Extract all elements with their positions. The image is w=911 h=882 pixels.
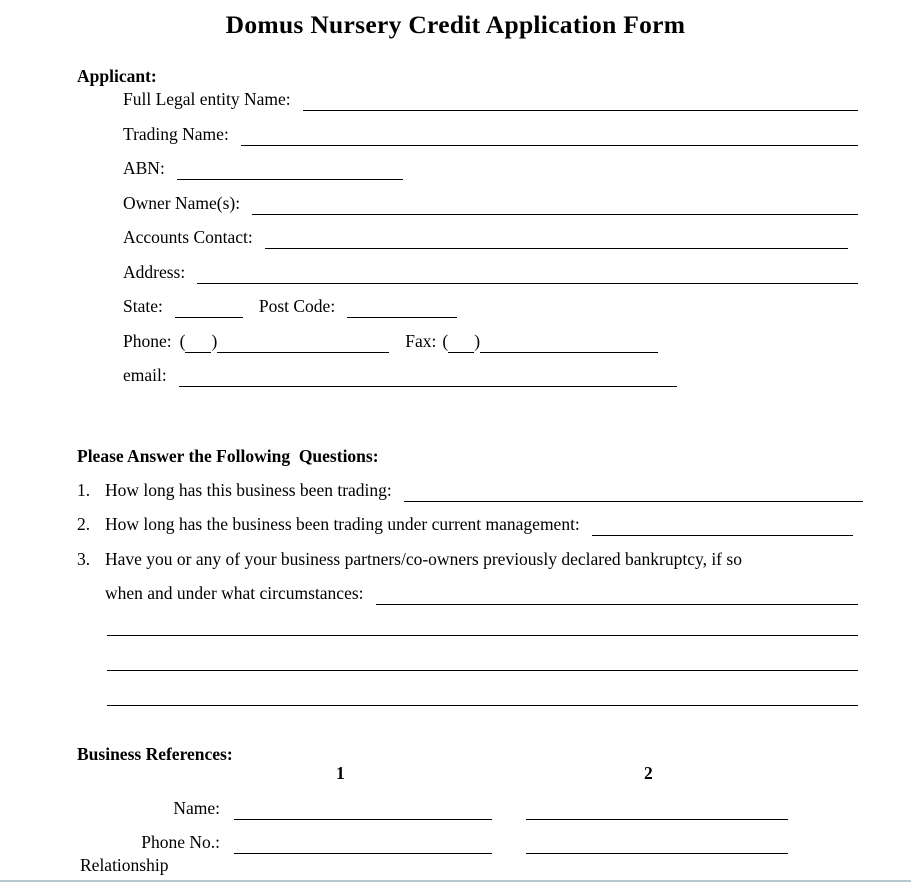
- question-3-row-line1: [77, 550, 863, 585]
- field-row-address: [123, 263, 858, 298]
- question-3-answer-line-1[interactable]: [107, 619, 858, 636]
- phone-label: Phone:: [123, 330, 172, 351]
- reference-2-name-field[interactable]: [526, 799, 788, 820]
- question-3-answer-field[interactable]: [376, 584, 858, 605]
- applicant-fields: [0, 90, 911, 401]
- fax-number-field[interactable]: [480, 332, 658, 353]
- reference-column-1-header: 1: [336, 762, 345, 783]
- business-references-heading: Business References:: [77, 743, 233, 764]
- email-label: email:: [123, 365, 167, 385]
- field-row-email: [123, 366, 858, 401]
- questions-section-heading: Please Answer the Following Questions:: [77, 445, 379, 466]
- phone-area-open-paren: (: [179, 330, 186, 351]
- email-field[interactable]: [179, 366, 677, 387]
- address-label: Address:: [123, 261, 186, 282]
- question-2-row: [77, 515, 863, 550]
- phone-area-close-paren: ): [211, 330, 218, 351]
- question-3-row-line2: [105, 584, 858, 619]
- fax-label: Fax:: [405, 330, 437, 351]
- state-field[interactable]: [175, 297, 243, 318]
- question-3-text-line1: Have you or any of your business partners/co-owners previously declared bankruptcy, if so: [105, 548, 742, 569]
- trading-name-label: Trading Name:: [123, 123, 229, 144]
- owner-names-label: Owner Name(s):: [123, 192, 241, 213]
- field-row-state-postcode: [123, 297, 858, 332]
- field-row-accounts-contact: [123, 228, 858, 263]
- question-1-text: How long has this business been trading:: [105, 479, 392, 500]
- full-legal-entity-name-label: Full Legal entity Name:: [123, 89, 291, 109]
- field-row-owner-names: [123, 194, 858, 229]
- field-row-phone-fax: [123, 332, 858, 367]
- accounts-contact-field[interactable]: [265, 228, 848, 249]
- accounts-contact-label: Accounts Contact:: [123, 227, 253, 247]
- owner-names-field[interactable]: [252, 194, 858, 215]
- reference-1-phone-field[interactable]: [234, 833, 492, 854]
- field-row-trading-name: [123, 125, 858, 160]
- state-label: State:: [123, 296, 163, 316]
- question-1-number: 1.: [77, 479, 91, 500]
- question-3-number: 3.: [77, 548, 91, 569]
- form-title: Domus Nursery Credit Application Form: [225, 10, 686, 39]
- full-legal-entity-name-field[interactable]: [303, 90, 858, 111]
- reference-relationship-label: Relationship: [80, 854, 169, 875]
- reference-2-phone-field[interactable]: [526, 833, 788, 854]
- question-2-number: 2.: [77, 514, 91, 534]
- questions-list: [0, 481, 911, 706]
- field-row-full-legal-entity-name: [123, 90, 858, 125]
- post-code-field[interactable]: [347, 297, 457, 318]
- reference-name-label: Name:: [173, 797, 220, 818]
- trading-name-field[interactable]: [241, 125, 858, 146]
- reference-phone-row: [0, 833, 911, 855]
- fax-area-code-field[interactable]: [448, 332, 474, 353]
- fax-area-open-paren: (: [442, 330, 449, 351]
- question-1-row: [77, 481, 863, 516]
- question-3-answer-line-3[interactable]: [107, 671, 858, 706]
- question-2-answer-field[interactable]: [592, 515, 853, 536]
- abn-label: ABN:: [123, 158, 165, 178]
- applicant-section-heading: Applicant:: [77, 66, 157, 86]
- reference-column-headers: [0, 764, 911, 782]
- field-row-abn: [123, 159, 858, 194]
- fax-area-close-paren: ): [474, 330, 481, 351]
- business-references-table: [0, 764, 911, 875]
- reference-column-2-header: 2: [644, 762, 653, 783]
- address-field[interactable]: [197, 263, 858, 284]
- reference-name-row: [0, 799, 911, 833]
- post-code-label: Post Code:: [258, 296, 336, 316]
- phone-number-field[interactable]: [217, 332, 389, 353]
- phone-area-code-field[interactable]: [185, 332, 211, 353]
- question-3-text-line2: when and under what circumstances:: [105, 583, 364, 603]
- question-1-answer-field[interactable]: [404, 481, 863, 502]
- question-3-answer-line-2[interactable]: [107, 636, 858, 671]
- reference-phone-label: Phone No.:: [141, 831, 220, 852]
- question-2-text: How long has the business been trading under current management:: [105, 514, 580, 534]
- reference-1-name-field[interactable]: [234, 799, 492, 820]
- abn-field[interactable]: [177, 159, 403, 180]
